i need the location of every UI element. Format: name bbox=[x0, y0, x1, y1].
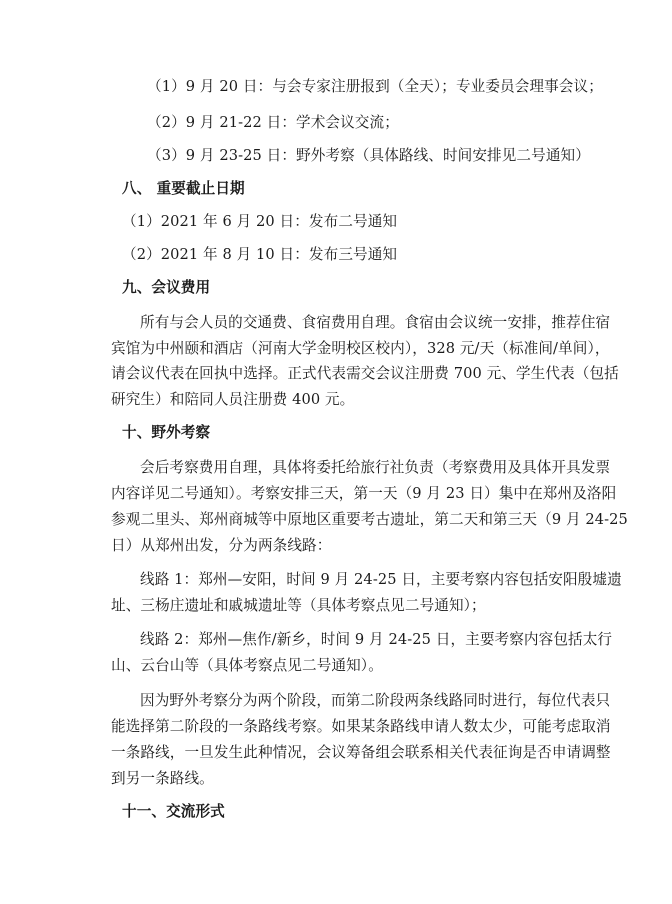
field-trip-paragraph-line-4: 日）从郑州出发，分为两条线路： bbox=[111, 537, 332, 554]
deadline-item-1: （1）2021 年 6 月 20 日：发布二号通知 bbox=[122, 213, 398, 230]
schedule-item-1: （1）9 月 20 日：与会专家注册报到（全天）；专业委员会理事会议； bbox=[147, 78, 603, 95]
route-1-line-2: 址、三杨庄遗址和戚城遗址等（具体考察点见二号通知）； bbox=[111, 597, 486, 614]
schedule-item-3: （3）9 月 23-25 日：野外考察（具体路线、时间安排见二号通知） bbox=[147, 147, 590, 164]
section-8-heading: 八、 重要截止日期 bbox=[122, 180, 245, 197]
route-note-line-2: 能选择第二阶段的一条路线考察。如果某条路线申请人数太少，可能考虑取消 bbox=[111, 718, 611, 735]
route-1-line-1: 线路 1：郑州—安阳，时间 9 月 24-25 日，主要考察内容包括安阳殷墟遗 bbox=[140, 571, 622, 588]
section-11-heading: 十一、交流形式 bbox=[122, 803, 225, 820]
route-note-line-1: 因为野外考察分为两个阶段，而第二阶段两条线路同时进行，每位代表只 bbox=[140, 692, 611, 709]
field-trip-paragraph-line-3: 参观二里头、郑州商城等中原地区重要考古遗址，第二天和第三天（9 月 24-25 bbox=[111, 511, 628, 528]
fee-paragraph-line-3: 请会议代表在回执中选择。正式代表需交会议注册费 700 元、学生代表（包括 bbox=[111, 365, 619, 382]
route-note-line-4: 到另一条路线。 bbox=[111, 770, 214, 787]
route-2-line-2: 山、云台山等（具体考察点见二号通知）。 bbox=[111, 657, 383, 674]
section-9-heading: 九、会议费用 bbox=[122, 279, 211, 296]
schedule-item-2: （2）9 月 21-22 日：学术会议交流； bbox=[147, 114, 399, 131]
field-trip-paragraph-line-2: 内容详见二号通知）。考察安排三天，第一天（9 月 23 日）集中在郑州及洛阳 bbox=[111, 485, 617, 502]
route-2-line-1: 线路 2：郑州—焦作/新乡，时间 9 月 24-25 日，主要考察内容包括太行 bbox=[140, 631, 613, 648]
field-trip-paragraph-line-1: 会后考察费用自理，具体将委托给旅行社负责（考察费用及具体开具发票 bbox=[140, 459, 611, 476]
section-10-heading: 十、野外考察 bbox=[122, 424, 211, 441]
fee-paragraph-line-2: 宾馆为中州颐和酒店（河南大学金明校区校内），328 元/天（标准间/单间）， bbox=[111, 340, 610, 357]
route-note-line-3: 一条路线，一旦发生此种情况，会议筹备组会联系相关代表征询是否申请调整 bbox=[111, 744, 611, 761]
fee-paragraph-line-4: 研究生）和陪同人员注册费 400 元。 bbox=[111, 391, 355, 408]
fee-paragraph-line-1: 所有与会人员的交通费、食宿费用自理。食宿由会议统一安排，推荐住宿 bbox=[140, 314, 611, 331]
deadline-item-2: （2）2021 年 8 月 10 日：发布三号通知 bbox=[122, 246, 398, 263]
